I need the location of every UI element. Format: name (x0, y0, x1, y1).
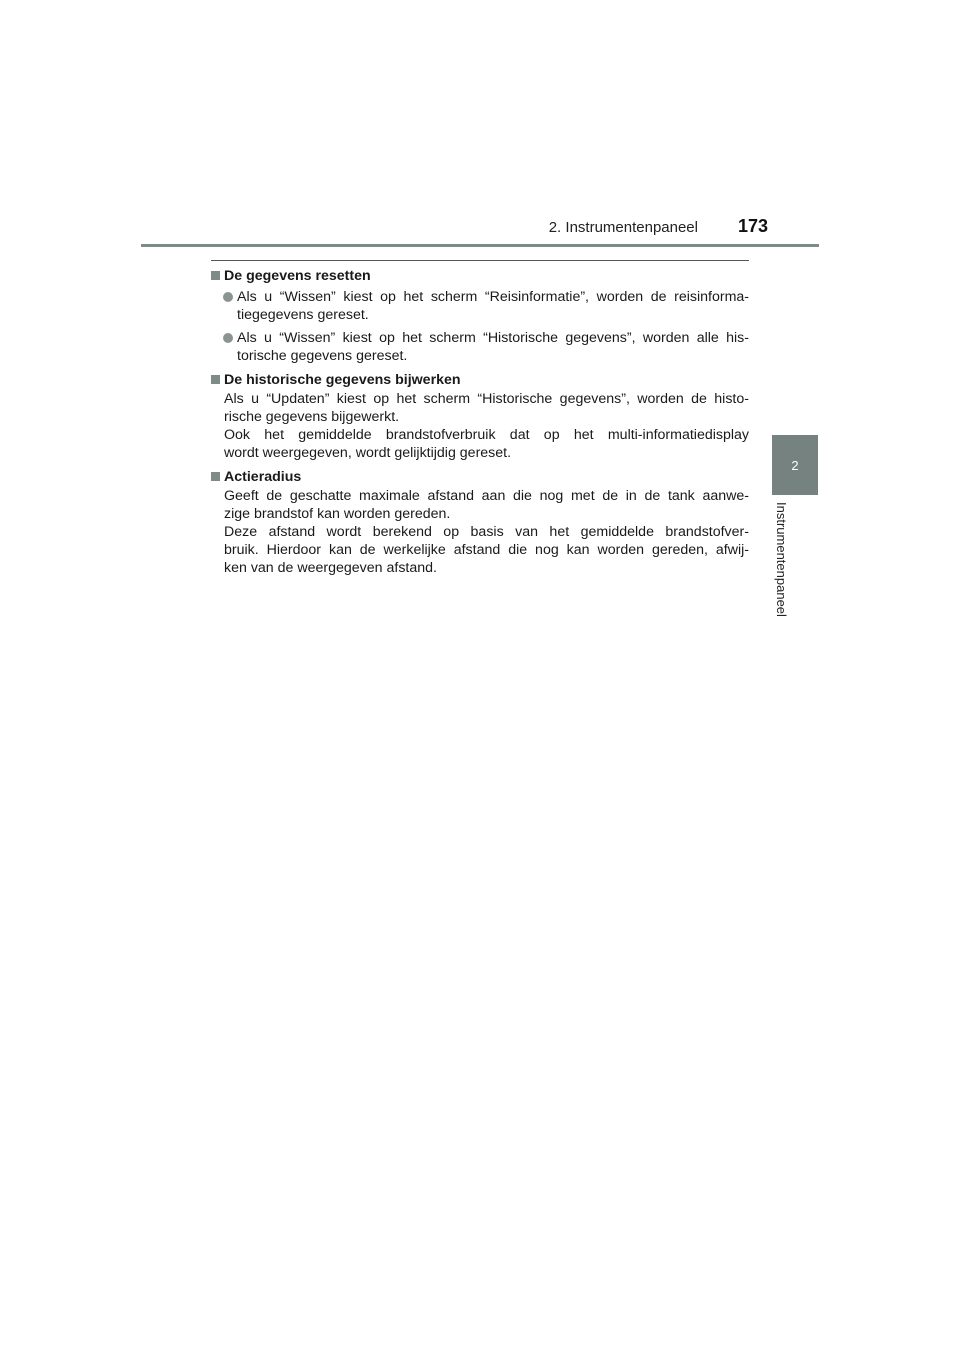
text-line: Als u “Updaten” kiest op het scherm “Historische gegevens”, worden de histo- (224, 391, 749, 407)
section-heading (211, 468, 749, 486)
list-item (211, 329, 749, 365)
chapter-title: 2. Instrumentenpaneel (548, 219, 698, 236)
square-bullet-icon (211, 472, 220, 481)
page-number: 173 (738, 216, 769, 236)
chapter-tab-number: 2 (791, 457, 799, 473)
section-paragraph (211, 390, 749, 462)
text-line: Deze afstand wordt berekend op basis van het gemiddelde brandstofver- (224, 524, 749, 540)
section-update-history (211, 371, 749, 462)
text-line: zige brandstof kan worden gereden. (224, 506, 451, 522)
text-line: bruik. Hierdoor kan de werkelijke afstand die nog kan worden gereden, afwij- (224, 542, 749, 558)
section-reset-data (211, 267, 749, 365)
list-item-text: Als u “Wissen” kiest op het scherm “Reisinformatie”, worden de reisinforma-tiegegevens gereset. (237, 289, 749, 323)
text-line: Ook het gemiddelde brandstofverbruik dat op het multi-informatiedisplay (224, 427, 749, 443)
section-heading-text: Actieradius (224, 469, 302, 485)
section-range (211, 468, 749, 577)
chapter-tab (772, 435, 818, 495)
chapter-side-label-wrap (774, 502, 814, 642)
page-content (211, 260, 749, 583)
section-heading-text: De historische gegevens bijwerken (224, 372, 461, 388)
list-item (211, 288, 749, 324)
square-bullet-icon (211, 271, 220, 280)
section-paragraph (211, 487, 749, 577)
list-item-text: Als u “Wissen” kiest op het scherm “Historische gegevens”, worden alle his-torische gegevens gereset. (237, 330, 749, 364)
round-bullet-icon (223, 333, 233, 343)
chapter-side-label: Instrumentenpaneel (774, 502, 789, 617)
text-line: rische gegevens bijgewerkt. (224, 409, 400, 425)
header-rule (141, 244, 819, 247)
section-heading (211, 371, 749, 389)
square-bullet-icon (211, 375, 220, 384)
text-line: ken van de weergegeven afstand. (224, 560, 437, 576)
text-line: wordt weergegeven, wordt gelijktijdig gereset. (224, 445, 512, 461)
text-line: Geeft de geschatte maximale afstand aan die nog met de in de tank aanwe- (224, 488, 749, 504)
round-bullet-icon (223, 292, 233, 302)
section-heading-text: De gegevens resetten (224, 268, 371, 284)
section-heading (211, 267, 749, 285)
